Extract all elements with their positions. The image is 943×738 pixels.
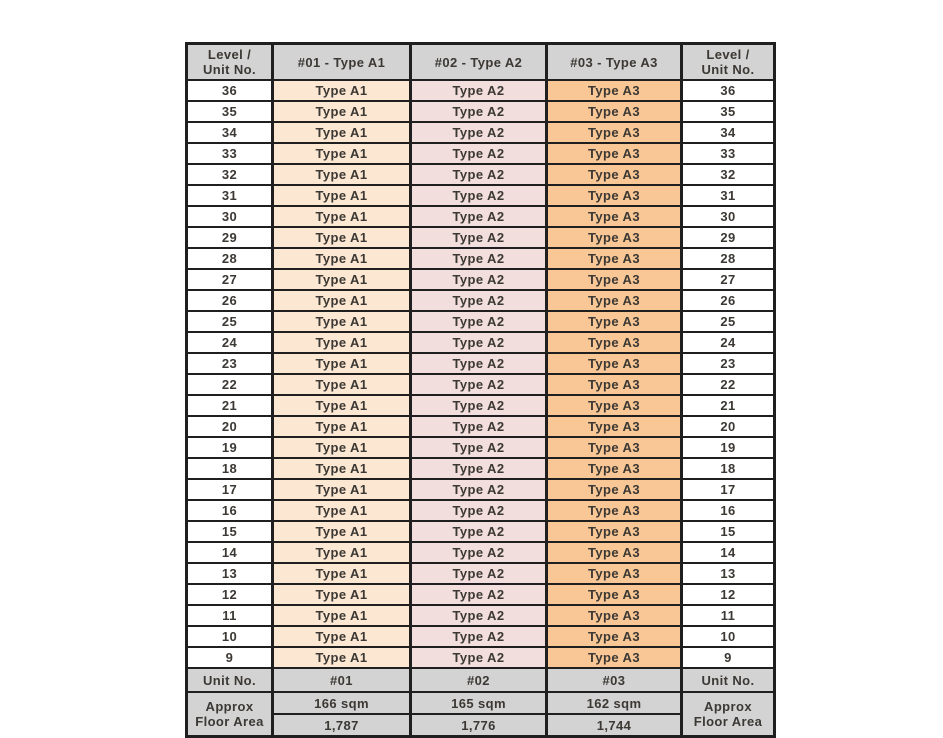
- table-row: [187, 605, 775, 626]
- level-cell-left: 15: [187, 521, 273, 542]
- table-row: [187, 122, 775, 143]
- level-cell-right: 22: [682, 374, 775, 395]
- level-cell-left: 18: [187, 458, 273, 479]
- unit-type-a1-cell: Type A1: [273, 416, 411, 437]
- floor-area-sqm-01: 166 sqm: [273, 692, 411, 714]
- table-row: [187, 416, 775, 437]
- table-row: [187, 563, 775, 584]
- unit-type-a2-cell: Type A2: [411, 269, 547, 290]
- unit-type-a1-cell: Type A1: [273, 185, 411, 206]
- unit-type-a2-cell: Type A2: [411, 395, 547, 416]
- unit-number-01: #01: [273, 668, 411, 692]
- table-row: [187, 164, 775, 185]
- unit-type-a3-cell: Type A3: [547, 437, 682, 458]
- level-cell-right: 12: [682, 584, 775, 605]
- unit-type-a2-cell: Type A2: [411, 164, 547, 185]
- header-unit-01: #01 - Type A1: [273, 44, 411, 81]
- level-cell-left: 33: [187, 143, 273, 164]
- table-row: [187, 626, 775, 647]
- floor-area-sqm-02: 165 sqm: [411, 692, 547, 714]
- unit-number-02: #02: [411, 668, 547, 692]
- unit-type-a2-cell: Type A2: [411, 584, 547, 605]
- unit-type-a3-cell: Type A3: [547, 143, 682, 164]
- level-cell-left: 23: [187, 353, 273, 374]
- unit-type-a3-cell: Type A3: [547, 458, 682, 479]
- floor-area-sqft-01: 1,787: [273, 714, 411, 737]
- unit-type-a3-cell: Type A3: [547, 185, 682, 206]
- unit-type-a1-cell: Type A1: [273, 290, 411, 311]
- unit-type-a2-cell: Type A2: [411, 647, 547, 668]
- unit-type-a1-cell: Type A1: [273, 542, 411, 563]
- table-row: [187, 311, 775, 332]
- unit-no-label-right: Unit No.: [682, 668, 775, 692]
- unit-type-a3-cell: Type A3: [547, 395, 682, 416]
- unit-type-a3-cell: Type A3: [547, 101, 682, 122]
- header-unit-02: #02 - Type A2: [411, 44, 547, 81]
- level-cell-left: 21: [187, 395, 273, 416]
- level-cell-left: 9: [187, 647, 273, 668]
- level-cell-right: 27: [682, 269, 775, 290]
- level-cell-left: 13: [187, 563, 273, 584]
- unit-type-a2-cell: Type A2: [411, 332, 547, 353]
- unit-type-a1-cell: Type A1: [273, 164, 411, 185]
- level-cell-left: 20: [187, 416, 273, 437]
- approx-label-line2: Floor Area: [195, 714, 264, 729]
- unit-type-a1-cell: Type A1: [273, 647, 411, 668]
- level-cell-right: 33: [682, 143, 775, 164]
- level-cell-right: 32: [682, 164, 775, 185]
- table-row: [187, 143, 775, 164]
- level-cell-right: 20: [682, 416, 775, 437]
- table-row: [187, 584, 775, 605]
- unit-type-a2-cell: Type A2: [411, 80, 547, 101]
- header-level-right: [682, 44, 775, 81]
- unit-type-a1-cell: Type A1: [273, 374, 411, 395]
- unit-type-a3-cell: Type A3: [547, 605, 682, 626]
- table-row: [187, 332, 775, 353]
- unit-type-a3-cell: Type A3: [547, 584, 682, 605]
- floor-area-sqft-03: 1,744: [547, 714, 682, 737]
- unit-type-a1-cell: Type A1: [273, 332, 411, 353]
- unit-type-a1-cell: Type A1: [273, 584, 411, 605]
- header-level-line2: Unit No.: [202, 62, 257, 77]
- unit-type-a3-cell: Type A3: [547, 164, 682, 185]
- unit-type-a3-cell: Type A3: [547, 521, 682, 542]
- level-cell-left: 28: [187, 248, 273, 269]
- level-cell-right: 26: [682, 290, 775, 311]
- table-footer: [187, 668, 775, 737]
- unit-type-a3-cell: Type A3: [547, 311, 682, 332]
- unit-type-a2-cell: Type A2: [411, 122, 547, 143]
- level-cell-left: 11: [187, 605, 273, 626]
- table-row: [187, 248, 775, 269]
- level-cell-right: 19: [682, 437, 775, 458]
- level-cell-right: 10: [682, 626, 775, 647]
- table-header: [187, 44, 775, 81]
- unit-type-a2-cell: Type A2: [411, 143, 547, 164]
- unit-type-a2-cell: Type A2: [411, 479, 547, 500]
- level-cell-right: 28: [682, 248, 775, 269]
- unit-rows: [187, 80, 775, 668]
- table-row: [187, 479, 775, 500]
- unit-type-a2-cell: Type A2: [411, 227, 547, 248]
- unit-type-a2-cell: Type A2: [411, 353, 547, 374]
- level-cell-left: 12: [187, 584, 273, 605]
- unit-type-a2-cell: Type A2: [411, 311, 547, 332]
- unit-type-a3-cell: Type A3: [547, 122, 682, 143]
- unit-type-a1-cell: Type A1: [273, 437, 411, 458]
- level-cell-left: 14: [187, 542, 273, 563]
- table-row: [187, 185, 775, 206]
- unit-type-a3-cell: Type A3: [547, 206, 682, 227]
- floor-area-sqm-03: 162 sqm: [547, 692, 682, 714]
- level-cell-left: 29: [187, 227, 273, 248]
- unit-number-03: #03: [547, 668, 682, 692]
- floor-area-sqft-02: 1,776: [411, 714, 547, 737]
- unit-type-a3-cell: Type A3: [547, 248, 682, 269]
- level-cell-left: 25: [187, 311, 273, 332]
- unit-type-a2-cell: Type A2: [411, 437, 547, 458]
- level-cell-right: 31: [682, 185, 775, 206]
- unit-type-a2-cell: Type A2: [411, 563, 547, 584]
- unit-type-a3-cell: Type A3: [547, 626, 682, 647]
- level-cell-right: 34: [682, 122, 775, 143]
- level-cell-right: 36: [682, 80, 775, 101]
- level-cell-right: 35: [682, 101, 775, 122]
- unit-type-a1-cell: Type A1: [273, 500, 411, 521]
- header-level-left: [187, 44, 273, 81]
- table-row: [187, 227, 775, 248]
- unit-type-a3-cell: Type A3: [547, 227, 682, 248]
- unit-no-label-left: Unit No.: [187, 668, 273, 692]
- level-cell-left: 31: [187, 185, 273, 206]
- unit-type-a1-cell: Type A1: [273, 458, 411, 479]
- table-row: [187, 269, 775, 290]
- level-cell-left: 27: [187, 269, 273, 290]
- unit-type-a2-cell: Type A2: [411, 500, 547, 521]
- level-cell-right: 21: [682, 395, 775, 416]
- unit-type-a2-cell: Type A2: [411, 374, 547, 395]
- unit-type-a2-cell: Type A2: [411, 605, 547, 626]
- table-row: [187, 290, 775, 311]
- header-level-line2: Unit No.: [701, 62, 755, 77]
- table-row: [187, 374, 775, 395]
- unit-type-a2-cell: Type A2: [411, 206, 547, 227]
- unit-type-a1-cell: Type A1: [273, 227, 411, 248]
- unit-type-a2-cell: Type A2: [411, 521, 547, 542]
- header-level-line1: Level /: [207, 47, 252, 62]
- unit-type-a2-cell: Type A2: [411, 416, 547, 437]
- table-row: [187, 458, 775, 479]
- level-cell-right: 11: [682, 605, 775, 626]
- unit-type-a1-cell: Type A1: [273, 395, 411, 416]
- table-row: [187, 500, 775, 521]
- unit-type-a1-cell: Type A1: [273, 143, 411, 164]
- unit-type-a1-cell: Type A1: [273, 206, 411, 227]
- level-cell-right: 30: [682, 206, 775, 227]
- approx-floor-area-label-left: [187, 692, 273, 737]
- unit-type-a3-cell: Type A3: [547, 269, 682, 290]
- unit-type-a1-cell: Type A1: [273, 605, 411, 626]
- approx-floor-area-label-right: [682, 692, 775, 737]
- level-cell-left: 17: [187, 479, 273, 500]
- table-row: [187, 647, 775, 668]
- unit-type-a1-cell: Type A1: [273, 101, 411, 122]
- unit-type-a2-cell: Type A2: [411, 626, 547, 647]
- unit-type-a1-cell: Type A1: [273, 479, 411, 500]
- unit-type-a1-cell: Type A1: [273, 248, 411, 269]
- level-cell-right: 13: [682, 563, 775, 584]
- level-cell-left: 32: [187, 164, 273, 185]
- level-cell-right: 17: [682, 479, 775, 500]
- level-cell-right: 15: [682, 521, 775, 542]
- unit-type-a3-cell: Type A3: [547, 563, 682, 584]
- table-row: [187, 101, 775, 122]
- level-cell-right: 16: [682, 500, 775, 521]
- unit-type-a2-cell: Type A2: [411, 185, 547, 206]
- level-cell-left: 36: [187, 80, 273, 101]
- level-cell-right: 9: [682, 647, 775, 668]
- unit-type-a2-cell: Type A2: [411, 290, 547, 311]
- level-cell-right: 23: [682, 353, 775, 374]
- unit-type-a1-cell: Type A1: [273, 122, 411, 143]
- table-row: [187, 437, 775, 458]
- level-cell-left: 19: [187, 437, 273, 458]
- unit-type-a3-cell: Type A3: [547, 500, 682, 521]
- table-row: [187, 395, 775, 416]
- level-cell-right: 29: [682, 227, 775, 248]
- table-row: [187, 521, 775, 542]
- unit-type-a3-cell: Type A3: [547, 479, 682, 500]
- level-cell-left: 26: [187, 290, 273, 311]
- level-cell-right: 14: [682, 542, 775, 563]
- unit-type-a2-cell: Type A2: [411, 458, 547, 479]
- unit-distribution-table: [185, 42, 776, 738]
- level-cell-left: 30: [187, 206, 273, 227]
- unit-type-a1-cell: Type A1: [273, 353, 411, 374]
- unit-type-a1-cell: Type A1: [273, 269, 411, 290]
- unit-type-a3-cell: Type A3: [547, 290, 682, 311]
- table-row: [187, 542, 775, 563]
- unit-type-a3-cell: Type A3: [547, 332, 682, 353]
- floor-area-sqm-row: [187, 692, 775, 714]
- unit-type-a3-cell: Type A3: [547, 542, 682, 563]
- unit-type-a3-cell: Type A3: [547, 647, 682, 668]
- table-row: [187, 206, 775, 227]
- level-cell-left: 34: [187, 122, 273, 143]
- unit-type-a3-cell: Type A3: [547, 80, 682, 101]
- unit-type-a1-cell: Type A1: [273, 626, 411, 647]
- unit-type-a3-cell: Type A3: [547, 353, 682, 374]
- unit-type-a3-cell: Type A3: [547, 374, 682, 395]
- level-cell-right: 24: [682, 332, 775, 353]
- level-cell-left: 10: [187, 626, 273, 647]
- table-row: [187, 80, 775, 101]
- unit-type-a2-cell: Type A2: [411, 101, 547, 122]
- approx-label-line2: Floor Area: [693, 714, 763, 729]
- unit-type-a2-cell: Type A2: [411, 542, 547, 563]
- table-row: [187, 353, 775, 374]
- unit-type-a1-cell: Type A1: [273, 311, 411, 332]
- level-cell-left: 22: [187, 374, 273, 395]
- level-cell-left: 24: [187, 332, 273, 353]
- header-level-line1: Level /: [706, 47, 750, 62]
- unit-type-a1-cell: Type A1: [273, 80, 411, 101]
- unit-type-a3-cell: Type A3: [547, 416, 682, 437]
- level-cell-right: 18: [682, 458, 775, 479]
- level-cell-left: 35: [187, 101, 273, 122]
- unit-type-a1-cell: Type A1: [273, 563, 411, 584]
- level-cell-left: 16: [187, 500, 273, 521]
- approx-label-line1: Approx: [205, 699, 254, 714]
- unit-type-a1-cell: Type A1: [273, 521, 411, 542]
- level-cell-right: 25: [682, 311, 775, 332]
- unit-type-a2-cell: Type A2: [411, 248, 547, 269]
- header-row: [187, 44, 775, 81]
- header-unit-03: #03 - Type A3: [547, 44, 682, 81]
- unit-number-row: [187, 668, 775, 692]
- approx-label-line1: Approx: [704, 699, 752, 714]
